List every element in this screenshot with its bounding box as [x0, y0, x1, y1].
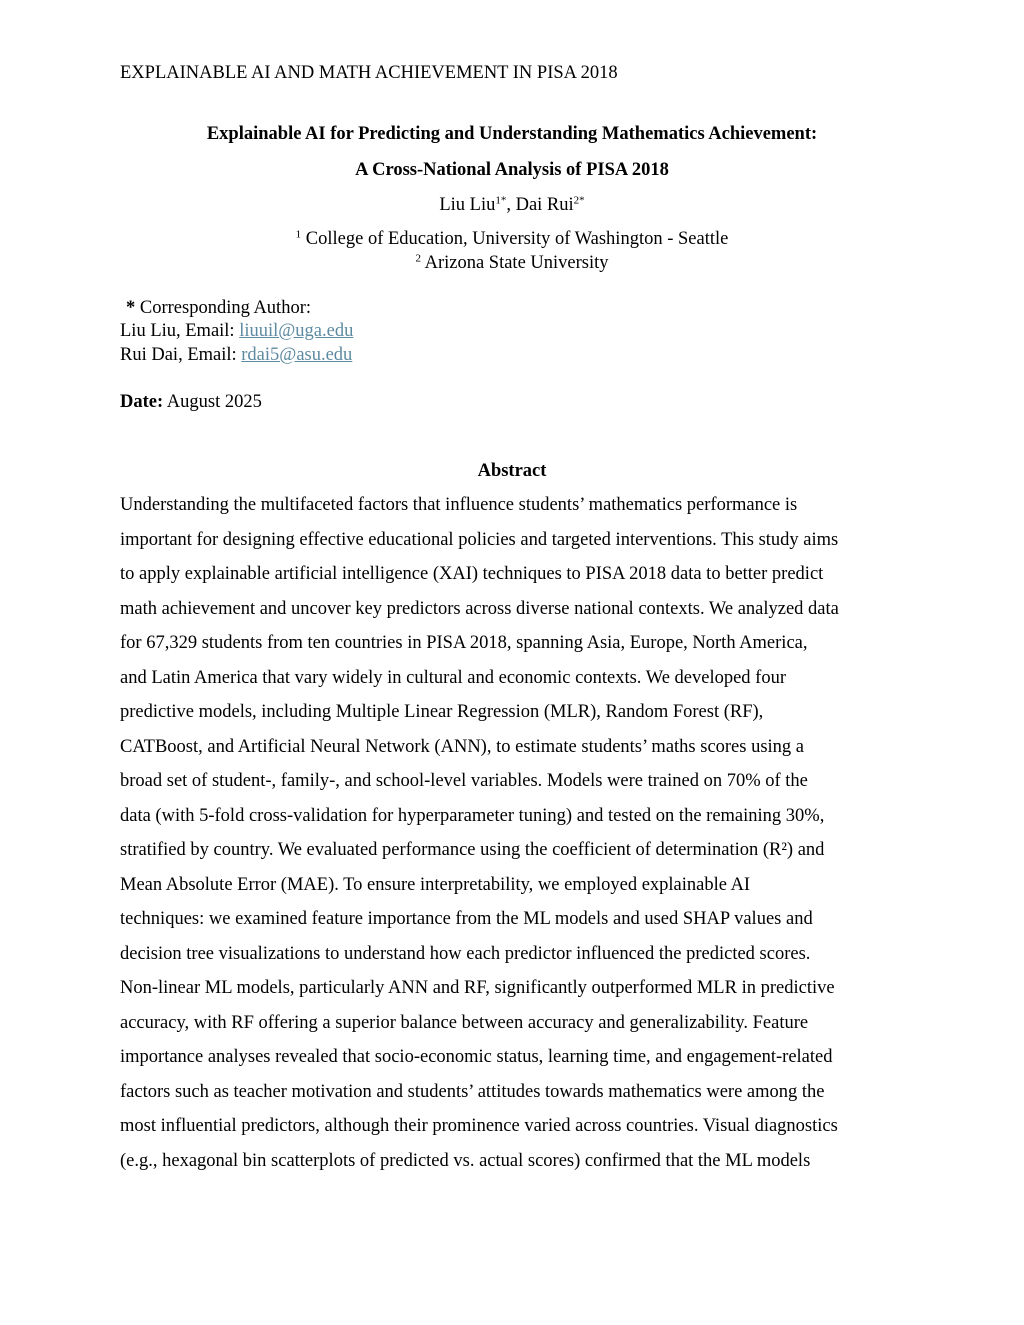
contact-rui-dai: [120, 344, 352, 366]
abstract-line: most influential predictors, although their prominence varied across countries. Visual diagnostics: [120, 1116, 838, 1136]
corresponding-author-label: [126, 297, 311, 319]
abstract-line: to apply explainable artificial intelligence (XAI) techniques to PISA 2018 data to better predict: [120, 564, 824, 584]
email-link-rui-dai[interactable]: rdai5@asu.edu: [241, 345, 353, 365]
abstract-body: [120, 493, 910, 1183]
abstract-line: factors such as teacher motivation and students’ attitudes towards mathematics were among the: [120, 1081, 825, 1102]
abstract-line: (e.g., hexagonal bin scatterplots of predicted vs. actual scores) confirmed that the ML models: [120, 1150, 811, 1171]
abstract-line: accuracy, with RF offering a superior balance between accuracy and generalizability. Feature: [120, 1012, 809, 1033]
date-value: August 2025: [163, 392, 262, 412]
abstract-line: important for designing effective educational policies and targeted interventions. This study aims: [120, 529, 839, 550]
abstract-line: and Latin America that vary widely in cultural and economic contexts. We developed four: [120, 667, 786, 688]
date-line: [120, 391, 262, 413]
affiliation-2-text: Arizona State University: [420, 253, 609, 273]
abstract-heading: Abstract: [477, 461, 547, 481]
author-1-mark: 1*: [495, 194, 507, 207]
email-link-liu-liu[interactable]: liuuil@uga.edu: [239, 321, 354, 341]
abstract-line: for 67,329 students from ten countries in PISA 2018, spanning Asia, Europe, North America,: [120, 633, 808, 653]
abstract-line: importance analyses revealed that socio-economic status, learning time, and engagement-related: [120, 1047, 833, 1067]
paper-title-line-2: A Cross-National Analysis of PISA 2018: [355, 160, 669, 180]
corresponding-star: *: [126, 298, 136, 318]
contact-liu-liu: [120, 320, 353, 342]
abstract-line: decision tree visualizations to understand how each predictor influenced the predicted scores.: [120, 943, 811, 964]
corresponding-label-text: Corresponding Author:: [135, 298, 311, 318]
running-head: EXPLAINABLE AI AND MATH ACHIEVEMENT IN PISA 2018: [120, 63, 618, 83]
abstract-line: data (with 5-fold cross-validation for hyperparameter tuning) and tested on the remaining 30%,: [120, 805, 825, 826]
contact-2-prefix: Rui Dai, Email:: [120, 345, 242, 365]
author-2-mark: 2*: [573, 194, 585, 207]
author-1-name: Liu Liu: [439, 195, 496, 215]
abstract-line: broad set of student-, family-, and school-level variables. Models were trained on 70% of the: [120, 771, 808, 791]
author-separator: ,: [506, 195, 516, 215]
date-label: Date:: [120, 392, 164, 412]
affiliation-1-text: College of Education, University of Washington - Seattle: [301, 229, 729, 249]
abstract-line: techniques: we examined feature importance from the ML models and used SHAP values and: [120, 909, 813, 929]
abstract-line: Mean Absolute Error (MAE). To ensure interpretability, we employed explainable AI: [120, 874, 751, 895]
affiliation-2-mark: 2: [415, 252, 421, 265]
abstract-line: predictive models, including Multiple Linear Regression (MLR), Random Forest (RF),: [120, 702, 764, 722]
abstract-line: Understanding the multifaceted factors that influence students’ mathematics performance is: [120, 495, 798, 515]
affiliation-1-mark: 1: [295, 228, 302, 241]
abstract-line: math achievement and uncover key predictors across diverse national contexts. We analyzed data: [120, 598, 839, 619]
abstract-line: Non-linear ML models, particularly ANN and RF, significantly outperformed MLR in predictive: [120, 978, 835, 998]
abstract-line: CATBoost, and Artificial Neural Network (ANN), to estimate students’ maths scores using a: [120, 736, 805, 757]
affiliation-1: [0, 228, 1024, 250]
affiliation-2: [0, 252, 1024, 274]
author-2-name: Dai Rui: [515, 195, 574, 215]
paper-title-line-1: Explainable AI for Predicting and Understanding Mathematics Achievement:: [206, 124, 818, 144]
contact-1-prefix: Liu Liu, Email:: [120, 321, 240, 341]
abstract-line: stratified by country. We evaluated performance using the coefficient of determination (R²) and: [120, 840, 825, 860]
author-list: [0, 194, 1024, 216]
